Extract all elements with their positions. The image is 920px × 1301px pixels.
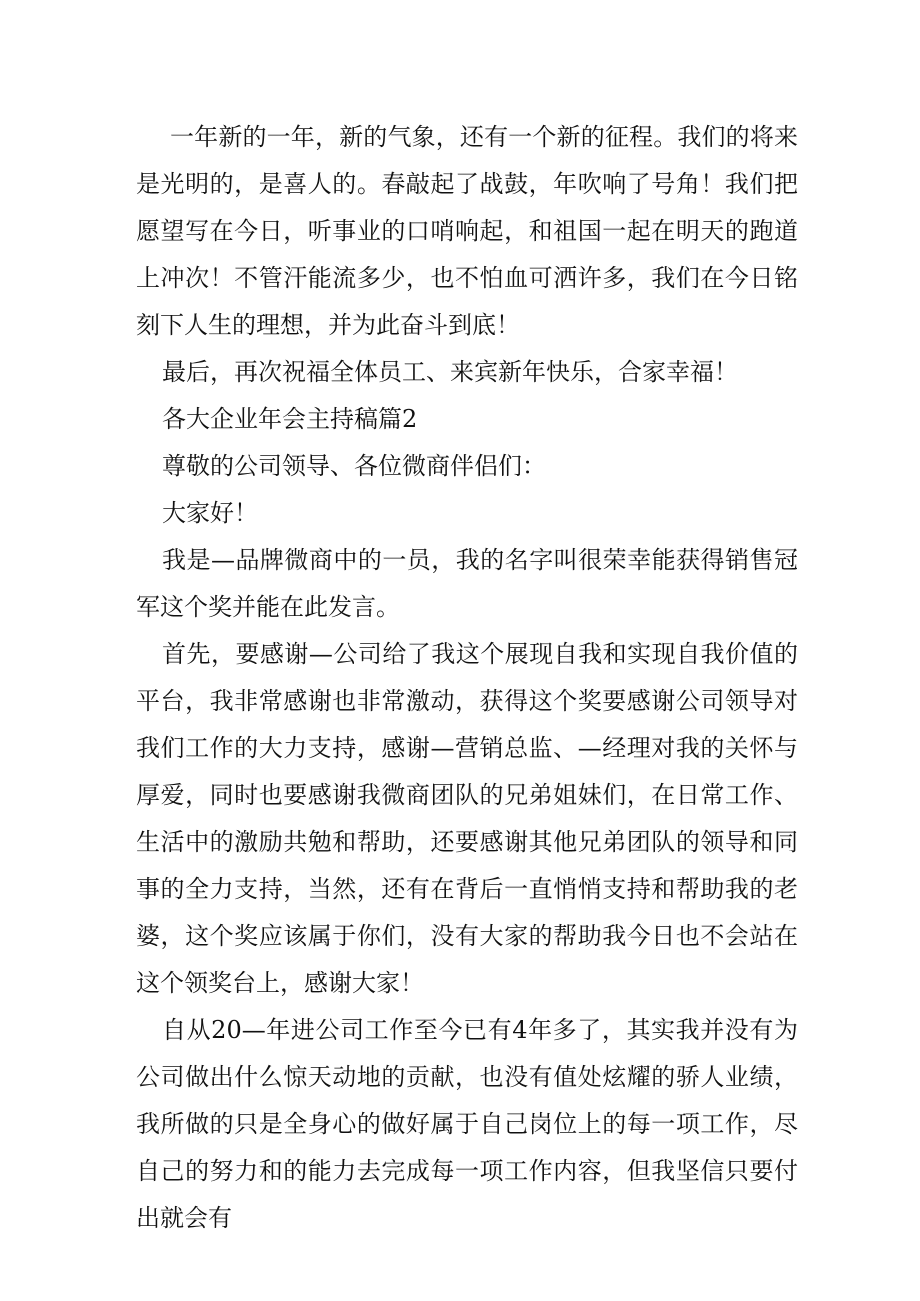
- document-body: [136, 114, 798, 1242]
- paragraph-career: 自从20—年进公司工作至今已有4年多了，其实我并没有为公司做出什么惊天动地的贡献，也没有值处炫耀的骄人业绩，我所做的只是全身心的做好属于自己岗位上的每一项工作，尽自己的努力和的能力去完成每一项工作内容，但我坚信只要付出就会有: [136, 1016, 798, 1232]
- paragraph-closing-wishes: 最后，再次祝福全体员工、来宾新年快乐，合家幸福！: [162, 358, 738, 386]
- paragraph-new-year: 一年新的一年，新的气象，还有一个新的征程。我们的将来是光明的，是喜人的。春敲起了战鼓，年吹响了号角！我们把愿望写在今日，听事业的口哨响起，和祖国一起在明天的跑道上冲次！不管汗能流多少，也不怕血可洒许多，我们在今日铭刻下人生的理想，并为此奋斗到底！: [136, 123, 798, 339]
- paragraph-thanks: 首先，要感谢—公司给了我这个展现自我和实现自我价值的平台，我非常感谢也非常激动，获得这个奖要感谢公司领导对我们工作的大力支持，感谢—营销总监、—经理对我的关怀与厚爱，同时也要感谢我微商团队的兄弟姐妹们，在日常工作、生活中的激励共勉和帮助，还要感谢其他兄弟团队的领导和同事的全力支持，当然，还有在背后一直悄悄支持和帮助我的老婆，这个奖应该属于你们，没有大家的帮助我今日也不会站在这个领奖台上，感谢大家！: [136, 640, 798, 997]
- section-heading: 各大企业年会主持稿篇2: [162, 405, 418, 433]
- paragraph-introduction: 我是—品牌微商中的一员，我的名字叫很荣幸能获得销售冠军这个奖并能在此发言。: [136, 546, 798, 621]
- paragraph-greeting: 大家好！: [162, 499, 258, 527]
- paragraph-salutation: 尊敬的公司领导、各位微商伴侣们：: [162, 452, 546, 480]
